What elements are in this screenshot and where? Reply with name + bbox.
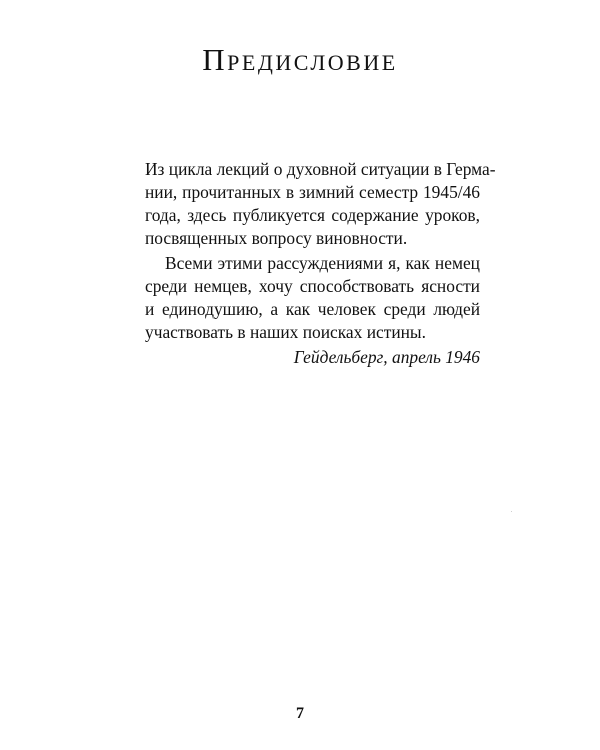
paragraph-1-line-2: нии, прочитанных в зимний семестр 1945/46	[145, 182, 480, 202]
paragraph-2-line-4: участвовать в наших поисках истины.	[145, 322, 426, 342]
paper-speck	[511, 511, 512, 512]
page-title: Предисловие	[202, 42, 398, 77]
signature-line: Гейдельберг, апрель 1946	[293, 347, 480, 367]
paragraph-2-line-1: Всеми этими рассуждениями я, как немец	[165, 253, 480, 273]
paragraph-1-line-4: посвященных вопросу виновности.	[145, 228, 408, 248]
page-number: 7	[296, 705, 304, 722]
paragraph-1-line-3: года, здесь публикуется содержание уроков,	[145, 205, 480, 225]
paragraph-2-line-3: и единодушию, а как человек среди людей	[145, 299, 480, 319]
paragraph-1-line-1: Из цикла лекций о духовной ситуации в Герма-	[145, 159, 496, 179]
preface-body	[145, 158, 496, 344]
paragraph-2-line-2: среди немцев, хочу способствовать ясности	[145, 276, 480, 296]
